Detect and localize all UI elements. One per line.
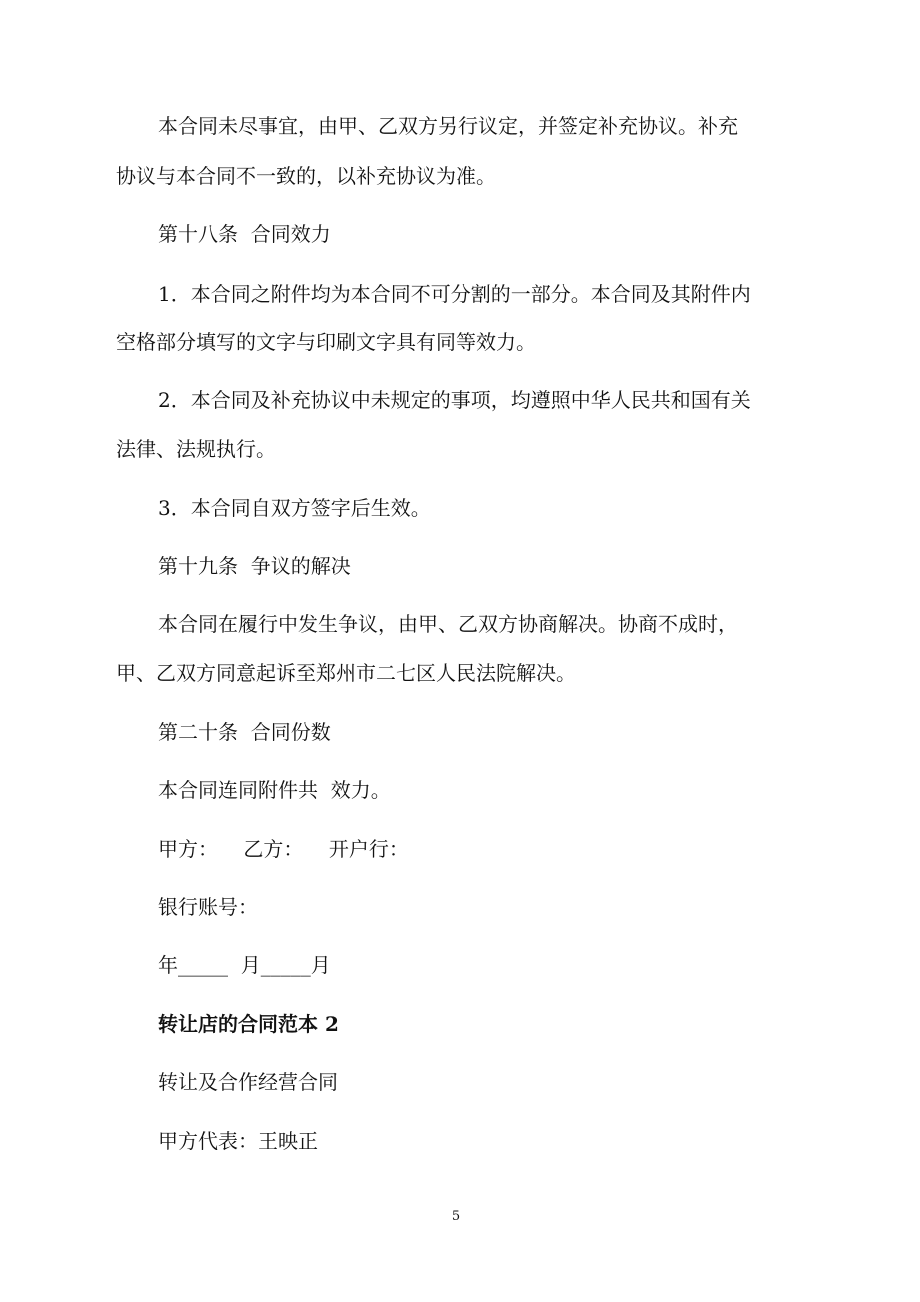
dispute-paragraph-line-2: 甲、乙双方同意起诉至郑州市二七区人民法院解决。	[116, 661, 576, 685]
paragraph-supplement-line-1: 本合同未尽事宜，由甲、乙双方另行议定，并签定补充协议。补充	[158, 114, 738, 138]
article-20-heading: 第二十条 合同份数	[158, 720, 331, 744]
party-a-representative: 甲方代表：王映正	[158, 1129, 318, 1153]
clause-18-1-line-1: 1．本合同之附件均为本合同不可分割的一部分。本合同及其附件内	[158, 282, 751, 306]
clause-18-1-line-2: 空格部分填写的文字与印刷文字具有同等效力。	[116, 330, 536, 354]
section-title-template-2: 转让店的合同范本 2	[158, 1012, 339, 1036]
copies-paragraph: 本合同连同附件共 效力。	[158, 778, 391, 802]
article-18-heading: 第十八条 合同效力	[158, 222, 331, 246]
signature-parties-line: 甲方： 乙方： 开户行：	[158, 837, 409, 861]
paragraph-supplement-line-2: 协议与本合同不一致的，以补充协议为准。	[116, 164, 496, 188]
bank-account-line: 银行账号：	[158, 895, 258, 919]
article-19-heading: 第十九条 争议的解决	[158, 554, 351, 578]
page-number: 5	[451, 1209, 461, 1224]
contract-subtitle: 转让及合作经营合同	[158, 1070, 338, 1094]
dispute-paragraph-line-1: 本合同在履行中发生争议，由甲、乙双方协商解决。协商不成时，	[158, 612, 738, 636]
clause-18-2-line-2: 法律、法规执行。	[116, 437, 276, 461]
date-line: 年_____ 月_____月	[158, 953, 331, 977]
clause-18-3: 3．本合同自双方签字后生效。	[158, 496, 431, 520]
clause-18-2-line-1: 2．本合同及补充协议中未规定的事项，均遵照中华人民共和国有关	[158, 388, 751, 412]
